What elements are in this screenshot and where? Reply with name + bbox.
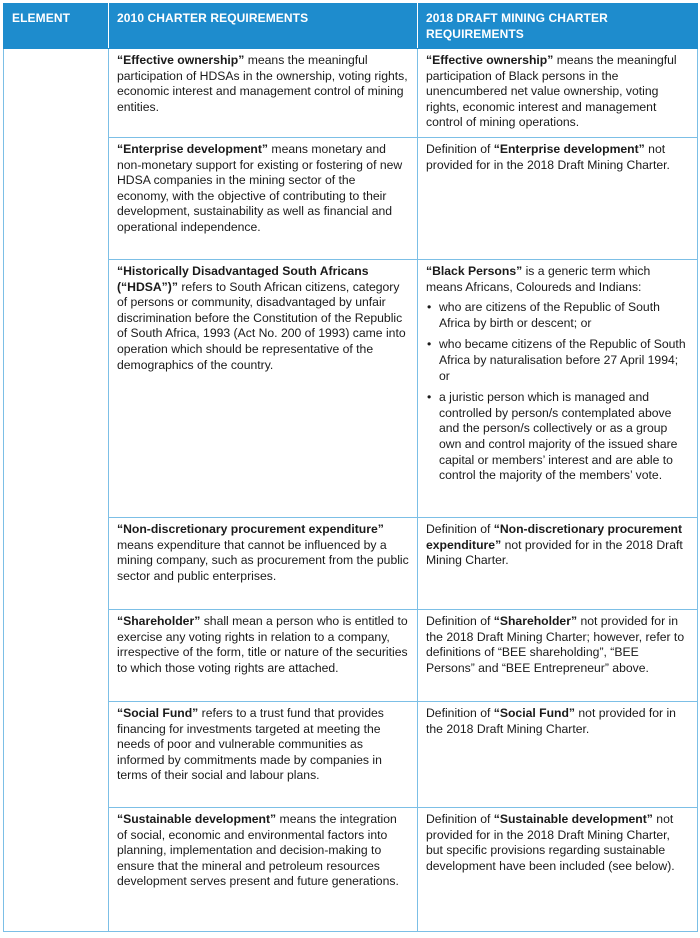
definition-prefix: Definition of [426,705,494,720]
table-header [4,4,698,49]
definition-prefix: Definition of [426,521,494,536]
definition-text: means the meaningful participation of HDSAs in the ownership, voting rights, economic interest and management control of mining entities. [117,53,408,114]
definition-text: not provided for in the 2018 Draft Mining Charter. [426,141,670,172]
element-cell [4,49,109,932]
term: “Enterprise development” [493,141,645,156]
term: “Black Persons” [426,263,523,278]
definition-text: means the meaningful participation of Black persons in the unencumbered net value ownership, voting rights, economic interest and management control of mining operations. [426,53,677,130]
definition-prefix: Definition of [426,141,494,156]
header-2010-requirements: 2010 CHARTER REQUIREMENTS [109,4,418,49]
definition-text: refers to South African citizens, category of persons or community, disadvantaged by unfair discrimination before the Constitution of the Republic of South Africa, 1993 (Act No. 200 of 1993) came into operation which should be representative of the demographics of the country. [117,279,406,372]
term: “Social Fund” [493,705,576,720]
definition-text: not provided for in the 2018 Draft Mining Charter. [426,705,676,736]
cell-2018 [418,259,698,517]
term: “Non-discretionary procurement expenditure” [117,521,384,536]
cell-2010 [109,807,418,931]
definition-text: not provided for in the 2018 Draft Mining Charter, but specific provisions regarding sustainable development have been included (see below). [426,811,675,873]
definition-text: means monetary and non-monetary support for existing or fostering of new HDSA companies in the mining sector of the economy, with the objective of contributing to their development, sustainability as well as financial and operational independence. [117,141,403,234]
table-row [4,701,698,807]
term: “Historically Disadvantaged South Africans (“HDSA”)” [117,263,369,294]
term: “Social Fund” [117,705,199,720]
header-2018-requirements: 2018 DRAFT MINING CHARTER REQUIREMENTS [418,4,698,49]
definition-text: means the integration of social, economic and environmental factors into planning, implementation and decision-making to ensure that the mineral and petroleum resources development serves present and future generations. [117,811,399,889]
cell-2018 [418,137,698,259]
criteria-list [426,300,689,484]
term: “Shareholder” [493,613,578,628]
cell-2018 [418,517,698,609]
definition-text: not provided for in the 2018 Draft Mining Charter. [426,537,683,568]
list-item: • who became citizens of the Republic of South Africa by naturalisation before 27 April 1994; or [426,337,689,384]
table-row [4,49,698,138]
term: “Sustainable development” [493,811,653,826]
definition-prefix: Definition of [426,613,494,628]
definition-text: not provided for in the 2018 Draft Mining Charter; however, refer to definitions of “BEE shareholding”, “BEE Persons” and “BEE Entrepreneur” above. [426,613,685,675]
header-row [4,4,698,49]
table-row [4,609,698,701]
definition-text: refers to a trust fund that provides financing for investments targeted at meeting the needs of poor and vulnerable communities as informed by commitments made by companies in terms of their social and labour plans. [117,705,384,783]
charter-comparison-table [3,3,698,932]
table-row [4,517,698,609]
term: “Enterprise development” [117,141,269,156]
term: “Non-discretionary procurement expenditure” [426,521,683,552]
term: “Effective ownership” [426,53,554,67]
header-element: ELEMENT [4,4,109,49]
cell-2018 [418,49,698,138]
table-row [4,137,698,259]
term: “Sustainable development” [117,811,277,826]
definition-text: is a generic term which means Africans, Coloureds and Indians: [426,263,651,294]
definition-prefix: Definition of [426,811,494,826]
cell-2010 [109,259,418,517]
cell-2010 [109,517,418,609]
cell-2018 [418,609,698,701]
cell-2018 [418,807,698,931]
cell-2018 [418,701,698,807]
list-item: • a juristic person which is managed and controlled by person/s contemplated above and the person/s collectively or as a group own and control majority of the issued share capital or members’ interest and are able to control the majority of the members’ vote. [426,390,689,484]
table-row [4,259,698,517]
term: “Effective ownership” [117,53,245,67]
table-body [4,49,698,932]
cell-2010 [109,49,418,138]
cell-2010 [109,701,418,807]
term: “Shareholder” [117,613,201,628]
list-item: • who are citizens of the Republic of South Africa by birth or descent; or [426,300,689,331]
definition-text: shall mean a person who is entitled to exercise any voting rights in relation to a company, irrespective of the form, title or nature of the securities to which those voting rights are attached. [117,613,408,675]
table-row [4,807,698,931]
cell-2010 [109,137,418,259]
cell-2010 [109,609,418,701]
definition-text: means expenditure that cannot be influenced by a mining company, such as procurement from the public sector and public enterprises. [117,537,409,583]
